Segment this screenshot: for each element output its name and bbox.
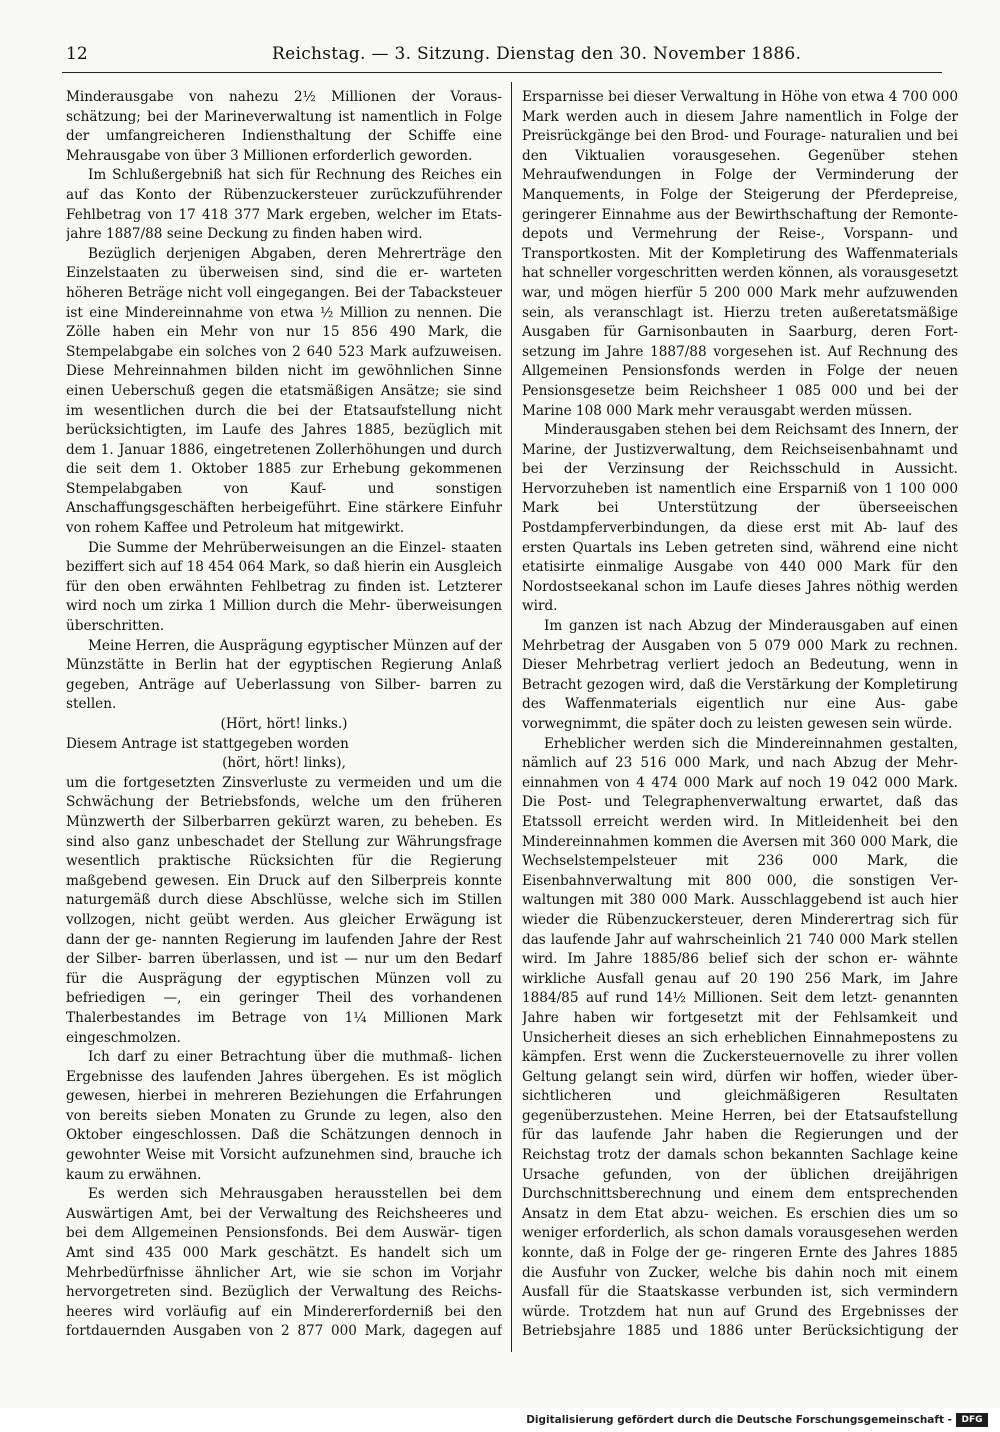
paragraph: Erheblicher werden sich die Mindereinnahmen gestalten, nämlich auf 23 516 000 Mark, und nach Abzug der Mehr- einnahmen von 4 474 000 Mark auf noch 19 042 000 Mark. Die Post- und Telegraphenverwaltung erwartet, daß das Etatssoll erreicht werden wird. In Mitleidenheit bei den Mindereinnahmen kommen die Aversen mit 360 000 Mark, die Wechselstempelsteuer mit 236 000 Mark, die Eisenbahnverwaltung mit 800 000, die sonstigen Ver- waltungen mit 380 000 Mark. Ausschlaggebend ist auch hier wieder die Rübenzuckersteuer, deren Minderertrag sich für das laufende Jahr auf wahrscheinlich 21 740 000 Mark stellen wird. Im Jahre 1885/86 belief sich der schon er- wähnte wirkliche Ausfall genau auf 20 190 256 Mark, im Jahre 1884/85 auf rund 14½ Millionen. Seit dem letzt- genannten Jahre haben wir fortgesetzt mit der Fehlsamkeit und Unsicherheit dieses an sich erheblichen Einnahmepostens zu kämpfen. Erst wenn die Zuckersteuernovelle zu ihrer vollen Geltung gelangt sein wird, dürfen wir hoffen, wieder über- sichtlicheren und gleichmäßigeren Resultaten gegenüberzustehen. Meine Herren, bei der Etatsaufstellung für das laufende Jahr haben die Regierungen und der Reichstag trotz der damals schon bekannten Sachlage keine Ursache gefunden, von der üblichen dreijährigen Durchschnittsberechnung und einem dem entsprechenden Ansatz in dem Etat abzu- weichen. Es erschien dies um so weniger erforderlich, als schon damals vorausgesehen werden konnte, daß in Folge der ge- ringeren Ernte des Jahres 1885 die Ausfuhr von Zucker, welche bis dahin noch mit einem Ausfall für die Staatskasse verbunden ist, sich vermindern würde. Trotzdem hat nun auf Grund des Ergebnisses der Betriebsjahre 1885 und 1886 unter Berücksichtigung der — [522, 735, 958, 1338]
paragraph: Meine Herren, die Ausprägung egyptischer Münzen auf der Münzstätte in Berlin hat der egyptischen Regierung Anlaß gegeben, Anträge auf Ueberlassung von Silber- barren zu stellen. — [66, 637, 502, 713]
header-rule — [62, 72, 942, 73]
dfg-logo: DFG — [956, 1413, 988, 1427]
column-divider — [511, 82, 512, 1352]
paragraph: Die Summe der Mehrüberweisungen an die Einzel- staaten beziffert sich auf 18 454 064 Mark, so daß hierin ein Ausgleich für den oben erwähnten Fehlbetrag zu finden ist. Letzterer wird noch um zirka 1 Million durch die Mehr- überweisungen überschritten. — [66, 539, 502, 635]
paragraph: Ich darf zu einer Betrachtung über die muthmaß- lichen Ergebnisse des laufenden Jahres übergehen. Es ist möglich gewesen, hierbei in mehreren Beziehungen die Erfahrungen von bereits sieben Monaten zu Grunde zu legen, also den Oktober eingeschlossen. Daß die Schätzungen dennoch in gewohnter Weise mit Vorsicht aufzunehmen sind, brauche ich kaum zu erwähnen. — [66, 1049, 502, 1183]
paragraph: (hört, hört! links), — [222, 755, 346, 772]
left-column — [66, 88, 502, 1338]
paragraph: Im ganzen ist nach Abzug der Minderausgaben auf einen Mehrbetrag der Ausgaben von 5 079 000 Mark zu rechnen. Dieser Mehrbetrag verliert jedoch an Bedeutung, wenn in Betracht gezogen wird, daß die Verstärkung der Kompletirung des Waffenmaterials eigentlich nur eine Aus- gabe vorwegnimmt, die später doch zu leisten gewesen sein würde. — [522, 618, 958, 732]
paragraph: Es werden sich Mehrausgaben herausstellen bei dem Auswärtigen Amt, bei der Verwaltung des Reichsheeres und bei dem Allgemeinen Pensionsfonds. Bei dem Auswär- tigen Amt sind 435 000 Mark geschätzt. Es handelt sich um Mehrbedürfnisse ähnlicher Art, wie sie schon im Vorjahr hervorgetreten sind. Bezüglich der Verwaltung des Reichs- heeres wird vorläufig auf ein Mindererforderniß bei den fortdauernden Ausgaben von 2 877 000 Mark, dagegen auf — [66, 1186, 502, 1338]
paragraph: Im Schlußergebniß hat sich für Rechnung des Reiches ein auf das Konto der Rübenzuckersteuer zurückzuführender Fehlbetrag von 17 418 377 Mark ergeben, welcher im Etats- jahre 1887/88 seine Deckung zu finden haben wird. — [66, 167, 502, 243]
footer-credit: Digitalisierung gefördert durch die Deutsche Forschungsgemeinschaft - — [526, 1414, 952, 1426]
paragraph: um die fortgesetzten Zinsverluste zu vermeiden und um die Schwächung der Betriebsfonds, welche um den früheren Münzwerth der Silberbarren gekürzt waren, zu beheben. Es sind also ganz unbeschadet der Stellung zur Währungsfrage wesentlich praktische Rücksichten für die Regierung maßgebend gewesen. Ein Druck auf den Silberpreis konnte naturgemäß durch diese Abschlüsse, welche sich im Stillen vollzogen, nicht geübt werden. Aus gleicher Erwägung ist dann der ge- nannten Regierung im laufenden Jahre der Rest der Silber- barren überlassen, und ist — nur um den Bedarf für die Ausprägung der egyptischen Münzen voll zu befriedigen —, ein geringer Theil des vorhandenen Thalerbestandes im Betrage von 1¼ Millionen Mark eingeschmolzen. — [66, 774, 502, 1046]
digitization-footer — [0, 1408, 1000, 1432]
paragraph: Diesem Antrage ist stattgegeben worden — [66, 735, 349, 752]
paragraph: Minderausgaben stehen bei dem Reichsamt des Innern, der Marine, der Justizverwaltung, dem Reichseisenbahnamt und bei der Verzinsung der Reichsschuld in Aussicht. Hervorzuheben ist namentlich eine Ersparniß von 1 100 000 Mark bei Unterstützung der überseeischen Postdampferverbindungen, da diese erst mit Ab- lauf des ersten Quartals ins Leben getreten sind, während eine nicht etatisirte einmalige Ausgabe von 440 000 Mark für den Nordostseekanal schon im Laufe dieses Jahres nöthig werden wird. — [522, 422, 958, 615]
paragraph: (Hört, hört! links.) — [220, 716, 348, 732]
running-title: Reichstag. — 3. Sitzung. Dienstag den 30. November 1886. — [272, 44, 802, 64]
right-column — [522, 88, 958, 1338]
paragraph: Bezüglich derjenigen Abgaben, deren Mehrerträge den Einzelstaaten zu überweisen sind, sind die er- warteten höheren Beträge nicht voll eingegangen. Bei der Tabacksteuer ist eine Mindereinnahme von etwa ½ Million zu nennen. Die Zölle haben ein Mehr von nur 15 856 490 Mark, die Stempelabgabe ein solches von 2 640 523 Mark aufzuweisen. Diese Mehreinnahmen bilden nicht im gewöhnlichen Sinne einen Ueberschuß gegen die etatsmäßigen Ansätze; sie sind im wesentlichen durch die bei der Etatsaufstellung nicht berücksichtigten, im Laufe des Jahres 1885, bezüglich mit dem 1. Januar 1886, eingetretenen Zollerhöhungen und durch die seit dem 1. Oktober 1885 zur Erhebung gekommenen Stempelabgaben von Kauf- und sonstigen Anschaffungsgeschäften herbeigeführt. Eine stärkere Einfuhr von rohem Kaffee und Petroleum hat mitgewirkt. — [66, 245, 502, 537]
page-header — [62, 44, 942, 68]
page-number: 12 — [66, 44, 88, 64]
paragraph: Ersparnisse bei dieser Verwaltung in Höhe von etwa 4 700 000 Mark werden auch in diesem Jahre namentlich in Folge der Preisrückgänge bei den Brod- und Fourage- naturalien und bei den Viktualien vorausgesehen. Gegenüber stehen Mehraufwendungen in Folge der Verminderung der Manquements, in Folge der Steigerung der Pferdepreise, geringerer Einnahme aus der Bewirthschaftung der Remonte- depots und Vermehrung der Reise-, Vorspann- und Transportkosten. Mit der Kompletirung des Waffenmaterials hat schneller vorgeschritten werden können, als vorausgesetzt war, und mögen hierfür 5 200 000 Mark mehr aufzuwenden sein, als veranschlagt ist. Hierzu treten außeretatsmäßige Ausgaben für Garnisonbauten in Saarburg, deren Fort- setzung im Jahre 1887/88 vorgesehen ist. Auf Rechnung des Allgemeinen Pensionsfonds werden in Folge der neuen Pensionsgesetze beim Reichsheer 1 085 000 und bei der Marine 108 000 Mark mehr verausgabt werden müssen. — [522, 89, 958, 419]
paragraph: Minderausgabe von nahezu 2½ Millionen der Voraus- schätzung; bei der Marineverwaltung ist namentlich in Folge der umfangreicheren Indiensthaltung der Schiffe eine Mehrausgabe von über 3 Millionen erforderlich geworden. — [66, 89, 502, 164]
